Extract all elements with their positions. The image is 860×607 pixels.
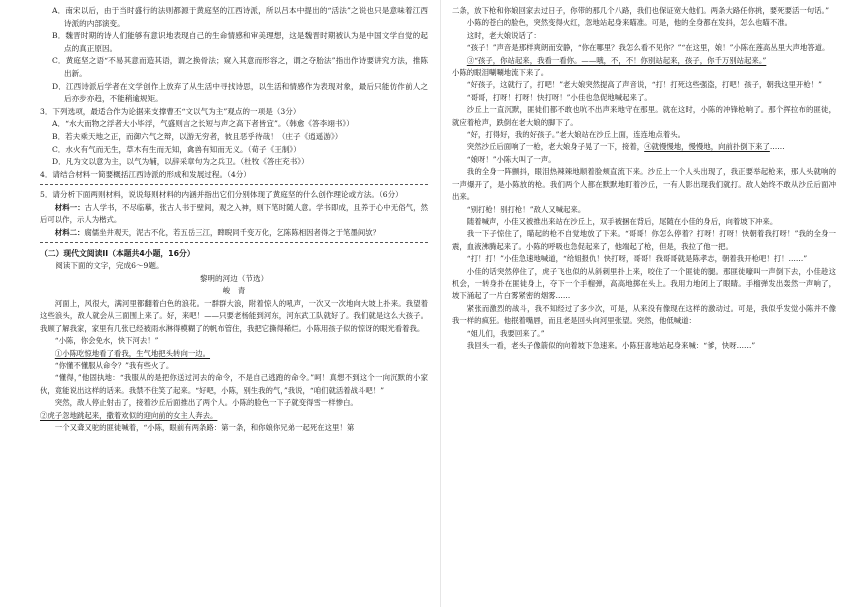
question-5-stem: 5．请分析下面两则材料，说说每则材料的内涵并指出它们分别体现了黄庭坚的什么创作理论或方法。（6分） [40, 190, 403, 200]
question-3-stem: 3．下列选项，最适合作为论据来支撑曹丕“文以气为主”观点的一项是（3分） [40, 106, 301, 116]
passage-title: 黎明的河边（节选） [199, 273, 269, 283]
passage-paragraph: 沙丘上一直沉默，匪徒们都不敢也吭不出声来地守在那里。就在这时，小陈的冲锋枪响了。那个挥拉布的匪徒，就应着枪声，跌倒在老大娘的脚下了。 [452, 105, 836, 127]
reading-instruction: 阅读下面的文字，完成6～9题。 [55, 261, 164, 271]
passage-paragraph: “打！打！”小佳急速地喊道，“给姐报仇！快打呀，哥哥！我哥哥就是陈孝志，朝着我开枪吧！打！……” [466, 254, 808, 264]
question-3-option-d: D．凡为文以意为主，以气为辅，以辞采章句为之兵卫。（杜牧《答庄充书》） [52, 157, 309, 167]
option-a: A．南宋以后，由于当时盛行的法则都源于黄庭坚的江西诗派，所以吕本中提出的“活法”之说也只是意味着江西诗派的内部演变。 [52, 6, 428, 28]
passage-paragraph: 河面上，风很大，满河里都翻着白色的浪花。一群群大浪，附着惊人的吼声，一次又一次地向大坡上扑来。我望着这些浪头，敌人就会从三面围上来了。好，来吧！——只要老杨能到河东，河东武工队就好了。我们就是这么大孩子。我顾了解我家，家里有几张已经被雨水淋得模糊了的帆布管住，我把它撕得稀烂。小陈用孩子似的惊讶的眼光看着我。 [40, 298, 428, 333]
question-3-option-c: C．水火有气而无生，草木有生而无知，禽兽有知而无义。（荀子《王制》） [52, 144, 301, 154]
underlined-sentence-4: ④就慢慢地，慢慢地，向前扑倒下来了 [644, 142, 770, 152]
material-2-label: 材料二： [54, 227, 85, 237]
option-b: B．魏晋时期的诗人们能够有意识地表现自己的生命情感和审美理想，这是魏晋时期被认为是中国文学自觉的起点的真正原因。 [52, 31, 428, 53]
passage-paragraph: “娘呀！”小陈大叫了一声。 [466, 154, 556, 164]
passage-paragraph: “你懂不懂服从命令？”我有些火了。 [54, 360, 174, 370]
passage-paragraph: “别打枪！别打枪！”敌人又喊起来。 [466, 204, 586, 214]
passage-paragraph: 一个又聋又驼的匪徒喊着，“小陈，眼前有两条路：第一条，和你娘你兄弟一起死在这里！第 [54, 422, 355, 432]
passage-paragraph: “小陈，你会免水，快下河去！” [54, 336, 159, 346]
dashed-separator [40, 184, 428, 185]
section-heading: （二）现代文阅读II（本题共4小题，16分） [40, 249, 195, 259]
underlined-sentence-3: ③“孩子，你站起来，我看一看你。——哦，不，不！你别站起来，孩子，你千万别站起来。” [466, 55, 767, 65]
passage-paragraph [40, 397, 428, 422]
underlined-sentence-2: ②虎子忽地跳起来，撒着欢似的迎向前的女主人奔去。 [40, 410, 218, 420]
passage-paragraph-underlined [40, 348, 428, 360]
option-c: C．黄庭坚之语“不易其意而造其语，谓之换骨法；窥入其意而形容之，谓之夺胎法”指出作诗要讲究方法，推陈出新。 [52, 56, 428, 78]
passage-text: 突然，敌人停止射击了，接着沙丘后面推出了两个人。小陈的脸色一下子就变得雪一样惨白。 [54, 398, 358, 408]
underlined-sentence-1: ①小陈吃惊地看了看我，生气地把头转向一边。 [54, 348, 211, 358]
passage-paragraph: “姐儿们，我要回来了。” [466, 328, 545, 338]
column-divider [440, 0, 441, 607]
option-d: D．江西诗派后学者在文学创作上放弃了从生活中寻找诗思，以生活和情感作为表现对象，最后只能仿作前人之后亦步亦趋，不能稍逾规矩。 [52, 81, 428, 104]
passage-paragraph: 紧张而激烈的战斗，我不知经过了多少次，可是，从来没有像现在这样的激动过。可是，我似乎发觉小陈并不像我一样的疯狂。他抿着嘴唇，而且老是回头向河里张望。突然，他低喊道： [452, 303, 836, 326]
question-3-option-a: A．“水大而物之浮者大小毕浮，气盛则言之长短与声之高下者皆宜”。（韩愈《答李翊书》） [52, 119, 354, 129]
passage-paragraph: 随着喊声，小佳又被推出来站在沙丘上，双手被捆在背后，尾随在小佳的身后，向着坡下冲来。 [466, 216, 778, 226]
passage-paragraph: 二条，放下枪和你娘回家去过日子，你带的那几个八路，我们也保证宽大他们。两条大路任你挑，要死要活一句话。” [452, 6, 830, 15]
passage-paragraph: “哥哥，打呀！打呀！快打呀！”小佳也急促地喊起来了。 [466, 92, 652, 102]
passage-author: 峻 青 [222, 286, 246, 296]
left-column [40, 5, 428, 434]
passage-paragraph: 这时，老大娘说话了： [466, 30, 541, 40]
passage-text: 突然沙丘后面响了一枪，老大娘身子晃了一下，接着， [466, 142, 645, 152]
material-2 [40, 227, 428, 239]
passage-paragraph: 我的全身一阵颤抖，眼泪热辣辣地顺着脸颊直流下来。沙丘上一个人头出现了，我正要举起枪来，那人头就响的一声爆开了，是小陈放的枪。我们两个人都在默默地盯着沙丘，一有人影出现我们就打。敌人始终不敢从沙丘后面冲出来。 [452, 167, 836, 202]
passage-paragraph: “好，打得好，我的好孩子。”老大娘站在沙丘上面，连连地点着头。 [466, 130, 685, 140]
passage-paragraph: 小陈的苍白的脸色，突然变得火红，忽地站起身来瞄准。可是，他的全身都在发抖，怎么也瞄不准。 [466, 18, 792, 28]
passage-paragraph: “懂得，”他固执地：“我服从的是把你送过河去的命令，不是自己逃跑的命令。”呵！真想不到这个一向沉默的小家伙，竟能说出这样的话来。我禁不住笑了起来。“好吧，小陈，别生我的气，”我说，“咱们就活着战斗吧！” [40, 373, 428, 395]
passage-text: …… [769, 142, 785, 152]
passage-paragraph: 小佳的话突然停住了，虎子飞也似的从斜刺里扑上来，咬住了一个匪徒的腿。那匪徒嚎叫一声倒下去，小佳趁这机会，一转身扑在匪徒身上，夺下一个手榴弹，高高地掷在头上。我用力地闭上了眼睛。手榴弹发出轰然一声响了，坡下涌起了一片白雾紧密的烟雾…… [452, 266, 836, 301]
passage-text: 小陈的眼泪唰唰地流下来了。 [452, 68, 549, 78]
passage-paragraph [452, 141, 836, 153]
dashed-separator [40, 242, 428, 243]
material-1 [40, 202, 428, 227]
right-column [452, 5, 836, 352]
passage-paragraph: “好孩子，这就行了，打吧！”老大娘突然提高了声音说，“打！打死这些强盗，打吧！孩子，朝我这里开枪！” [466, 80, 822, 90]
material-1-label: 材料一： [54, 202, 85, 212]
material-1-text: 古人学书，不尽临摹，张古人书于壁间，观之入神，则下笔时随人意。学书即成，且养于心中无俗气，然后可以作，示人为楷式。 [40, 202, 428, 225]
passage-paragraph: 我一下子惊住了，瞄起的枪不自觉地放了下来。“哥哥！你怎么停着？打呀！打呀！快朝着我打呀！”我的全身一震，血液沸腾起来了。小陈的呼吸也急促起来了，他端起了枪，但是，我拉了他一把。 [452, 229, 836, 251]
material-2-text: 腐儒坐井观天，泥古不化，若五岳三江，睥睨同千变万化，乞陈陈相因者得之于笔墨间欤？ [84, 227, 381, 237]
question-4: 4．请结合材料一简要概括江西诗派的形成和发展过程。（4分） [40, 169, 251, 179]
passage-paragraph: 我回头一看，老头子像箭似的向着坡下急速来。小陈狂喜地站起身来喊：“爹，快呀……” [466, 340, 756, 350]
passage-paragraph: “孩子！”声音是那样爽朗而安静，“你在哪里？我怎么看不见你？”“在这里，娘！”小陈在莲高丛里大声地答道。 [466, 43, 830, 53]
passage-paragraph [452, 55, 836, 80]
question-3-option-b: B．若夫乘天地之正，而御六气之辩，以游无穷者，彼且恶乎待哉！（庄子《逍遥游》） [52, 131, 343, 141]
